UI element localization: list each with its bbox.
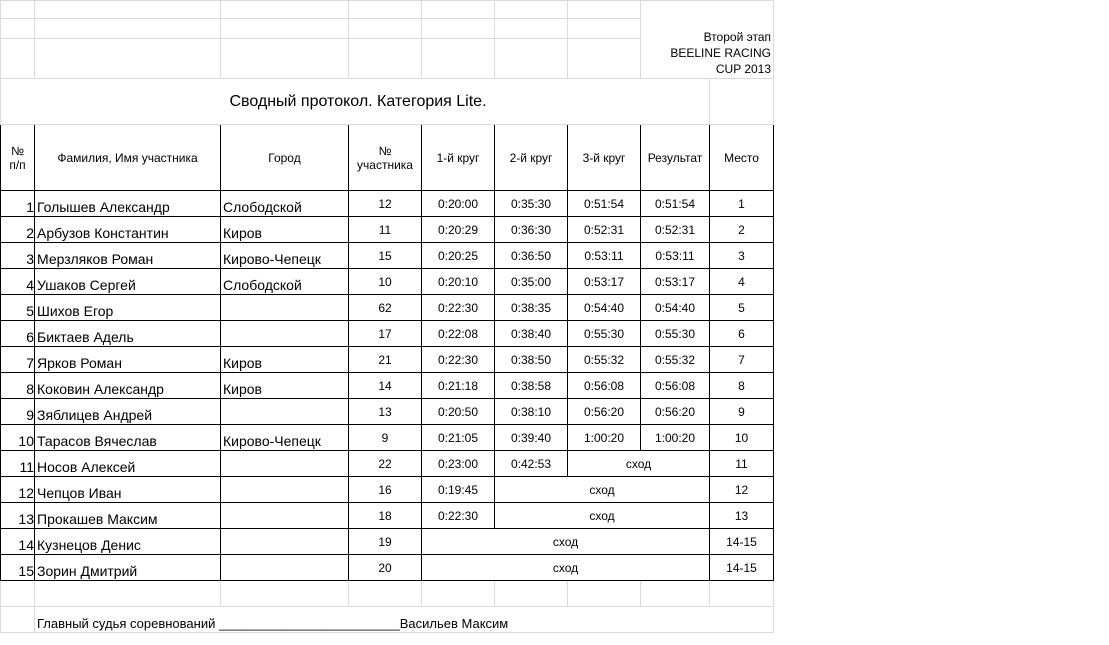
stage-line-3: CUP 2013 — [715, 62, 772, 76]
table-row: 3 Мерзляков Роман Кирово-Чепецк 15 0:20:25 0:36:50 0:53:11 0:53:11 3 — [1, 243, 774, 269]
table-row: 15 Зорин Дмитрий 20 сход 14-15 — [1, 555, 774, 581]
stage-title — [641, 1, 774, 79]
table-row: 1 Голышев Александр Слободской 12 0:20:00 0:35:30 0:51:54 0:51:54 1 — [1, 191, 774, 217]
col-city: Город — [221, 125, 349, 191]
blank-row — [1, 1, 774, 19]
header-row — [1, 125, 774, 191]
status-dnf: сход — [495, 477, 710, 503]
judge-signature — [35, 607, 774, 633]
table-row: 7 Ярков Роман Киров 21 0:22:30 0:38:50 0:55:32 0:55:32 7 — [1, 347, 774, 373]
table-row: 4 Ушаков Сергей Слободской 10 0:20:10 0:35:00 0:53:17 0:53:17 4 — [1, 269, 774, 295]
judge-name: Васильев Максим — [399, 616, 509, 631]
table-row: 14 Кузнецов Денис 19 сход 14-15 — [1, 529, 774, 555]
col-bib: № участника — [349, 125, 422, 191]
table-row: 11 Носов Алексей 22 0:23:00 0:42:53 сход 11 — [1, 451, 774, 477]
table-row: 10 Тарасов Вячеслав Кирово-Чепецк 9 0:21:05 0:39:40 1:00:20 1:00:20 10 — [1, 425, 774, 451]
col-place: Место — [710, 125, 774, 191]
col-lap3: 3-й круг — [568, 125, 641, 191]
table-row: 8 Коковин Александр Киров 14 0:21:18 0:38:58 0:56:08 0:56:08 8 — [1, 373, 774, 399]
status-dnf: сход — [422, 529, 710, 555]
stage-line-2: BEELINE RACING — [670, 46, 772, 60]
stage-line-1: Второй этап — [703, 30, 772, 44]
footer-row — [1, 607, 774, 633]
table-row: 9 Зяблицев Андрей 13 0:20:50 0:38:10 0:56:20 0:56:20 9 — [1, 399, 774, 425]
signature-line: _________________________ — [218, 616, 400, 631]
table-row: 6 Биктаев Адель 17 0:22:08 0:38:40 0:55:30 0:55:30 6 — [1, 321, 774, 347]
protocol-title: Сводный протокол. Категория Lite. — [1, 79, 710, 125]
table-row: 5 Шихов Егор 62 0:22:30 0:38:35 0:54:40 0:54:40 5 — [1, 295, 774, 321]
status-dnf: сход — [568, 451, 710, 477]
status-dnf: сход — [495, 503, 710, 529]
title-row — [1, 79, 774, 125]
table-row: 12 Чепцов Иван 16 0:19:45 сход 12 — [1, 477, 774, 503]
judge-label: Главный судья соревнований — [37, 616, 216, 631]
table-row: 13 Прокашев Максим 18 0:22:30 сход 13 — [1, 503, 774, 529]
blank-row — [1, 581, 774, 607]
table-row: 2 Арбузов Константин Киров 11 0:20:29 0:36:30 0:52:31 0:52:31 2 — [1, 217, 774, 243]
status-dnf: сход — [422, 555, 710, 581]
col-lap1: 1-й круг — [422, 125, 495, 191]
col-name: Фамилия, Имя участника — [35, 125, 221, 191]
col-result: Результат — [641, 125, 710, 191]
col-num: № п/п — [1, 125, 35, 191]
col-lap2: 2-й круг — [495, 125, 568, 191]
